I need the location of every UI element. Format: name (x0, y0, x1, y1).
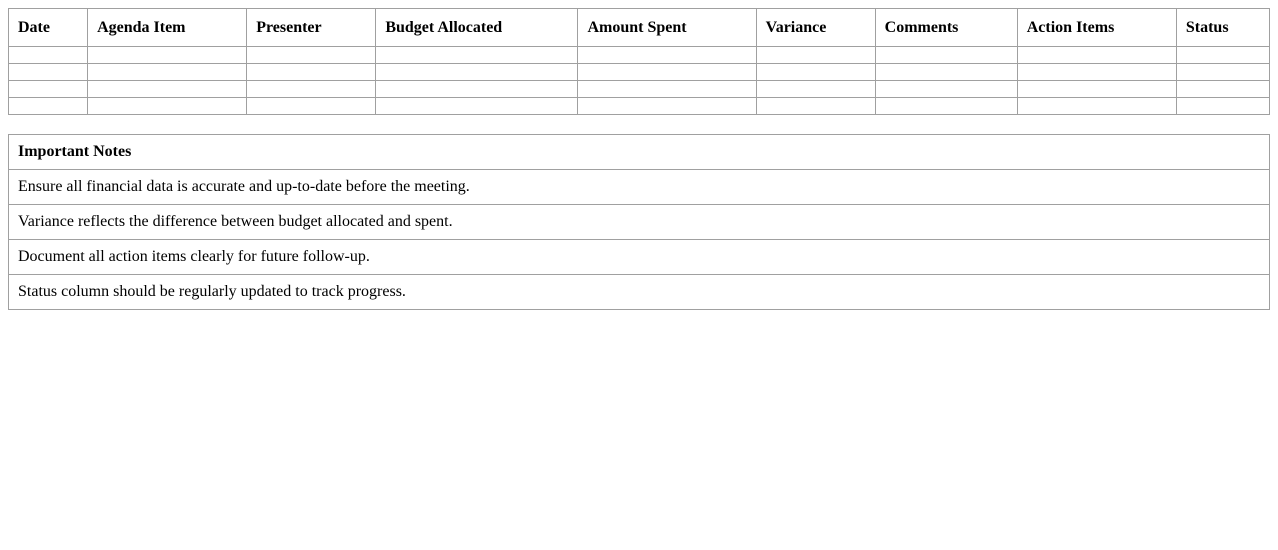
note-item: Ensure all financial data is accurate and up-to-date before the meeting. (9, 170, 1270, 205)
agenda-empty-cell (1176, 81, 1269, 98)
agenda-empty-cell (9, 98, 88, 115)
column-header-variance: Variance (756, 9, 875, 47)
column-header-agenda-item: Agenda Item (88, 9, 247, 47)
agenda-empty-cell (1176, 64, 1269, 81)
agenda-empty-cell (247, 47, 376, 64)
agenda-empty-cell (88, 81, 247, 98)
agenda-empty-cell (9, 64, 88, 81)
agenda-empty-cell (247, 64, 376, 81)
agenda-header-row (9, 9, 1270, 47)
agenda-empty-cell (9, 47, 88, 64)
important-notes-table (8, 134, 1270, 310)
note-item: Status column should be regularly updated to track progress. (9, 275, 1270, 310)
agenda-empty-cell (756, 81, 875, 98)
column-header-comments: Comments (875, 9, 1017, 47)
agenda-empty-cell (88, 64, 247, 81)
agenda-empty-cell (875, 47, 1017, 64)
agenda-empty-cell (578, 47, 756, 64)
agenda-empty-cell (247, 98, 376, 115)
agenda-empty-cell (875, 98, 1017, 115)
agenda-empty-cell (756, 47, 875, 64)
agenda-empty-cell (756, 98, 875, 115)
agenda-empty-cell (1017, 81, 1176, 98)
agenda-empty-cell (756, 64, 875, 81)
note-row (9, 205, 1270, 240)
agenda-empty-cell (88, 98, 247, 115)
column-header-action-items: Action Items (1017, 9, 1176, 47)
agenda-empty-cell (875, 64, 1017, 81)
column-header-date: Date (9, 9, 88, 47)
agenda-empty-cell (1017, 47, 1176, 64)
note-item: Document all action items clearly for future follow-up. (9, 240, 1270, 275)
column-header-status: Status (1176, 9, 1269, 47)
agenda-empty-cell (1017, 64, 1176, 81)
agenda-empty-cell (578, 81, 756, 98)
agenda-empty-cell (1176, 47, 1269, 64)
agenda-empty-cell (376, 98, 578, 115)
agenda-empty-cell (247, 81, 376, 98)
agenda-empty-rows (9, 47, 1270, 115)
agenda-empty-cell (578, 64, 756, 81)
agenda-empty-row (9, 64, 1270, 81)
agenda-empty-row (9, 47, 1270, 64)
agenda-empty-cell (1017, 98, 1176, 115)
agenda-empty-cell (376, 47, 578, 64)
agenda-empty-cell (578, 98, 756, 115)
note-row (9, 170, 1270, 205)
agenda-empty-cell (9, 81, 88, 98)
note-row (9, 240, 1270, 275)
note-item: Variance reflects the difference between budget allocated and spent. (9, 205, 1270, 240)
column-header-amount-spent: Amount Spent (578, 9, 756, 47)
agenda-empty-row (9, 81, 1270, 98)
meeting-agenda-table (8, 8, 1270, 115)
agenda-empty-row (9, 98, 1270, 115)
agenda-empty-cell (1176, 98, 1269, 115)
agenda-empty-cell (88, 47, 247, 64)
notes-header-row (9, 135, 1270, 170)
column-header-budget-allocated: Budget Allocated (376, 9, 578, 47)
agenda-empty-cell (875, 81, 1017, 98)
agenda-empty-cell (376, 81, 578, 98)
note-row (9, 275, 1270, 310)
notes-title: Important Notes (9, 135, 1270, 170)
column-header-presenter: Presenter (247, 9, 376, 47)
agenda-empty-cell (376, 64, 578, 81)
